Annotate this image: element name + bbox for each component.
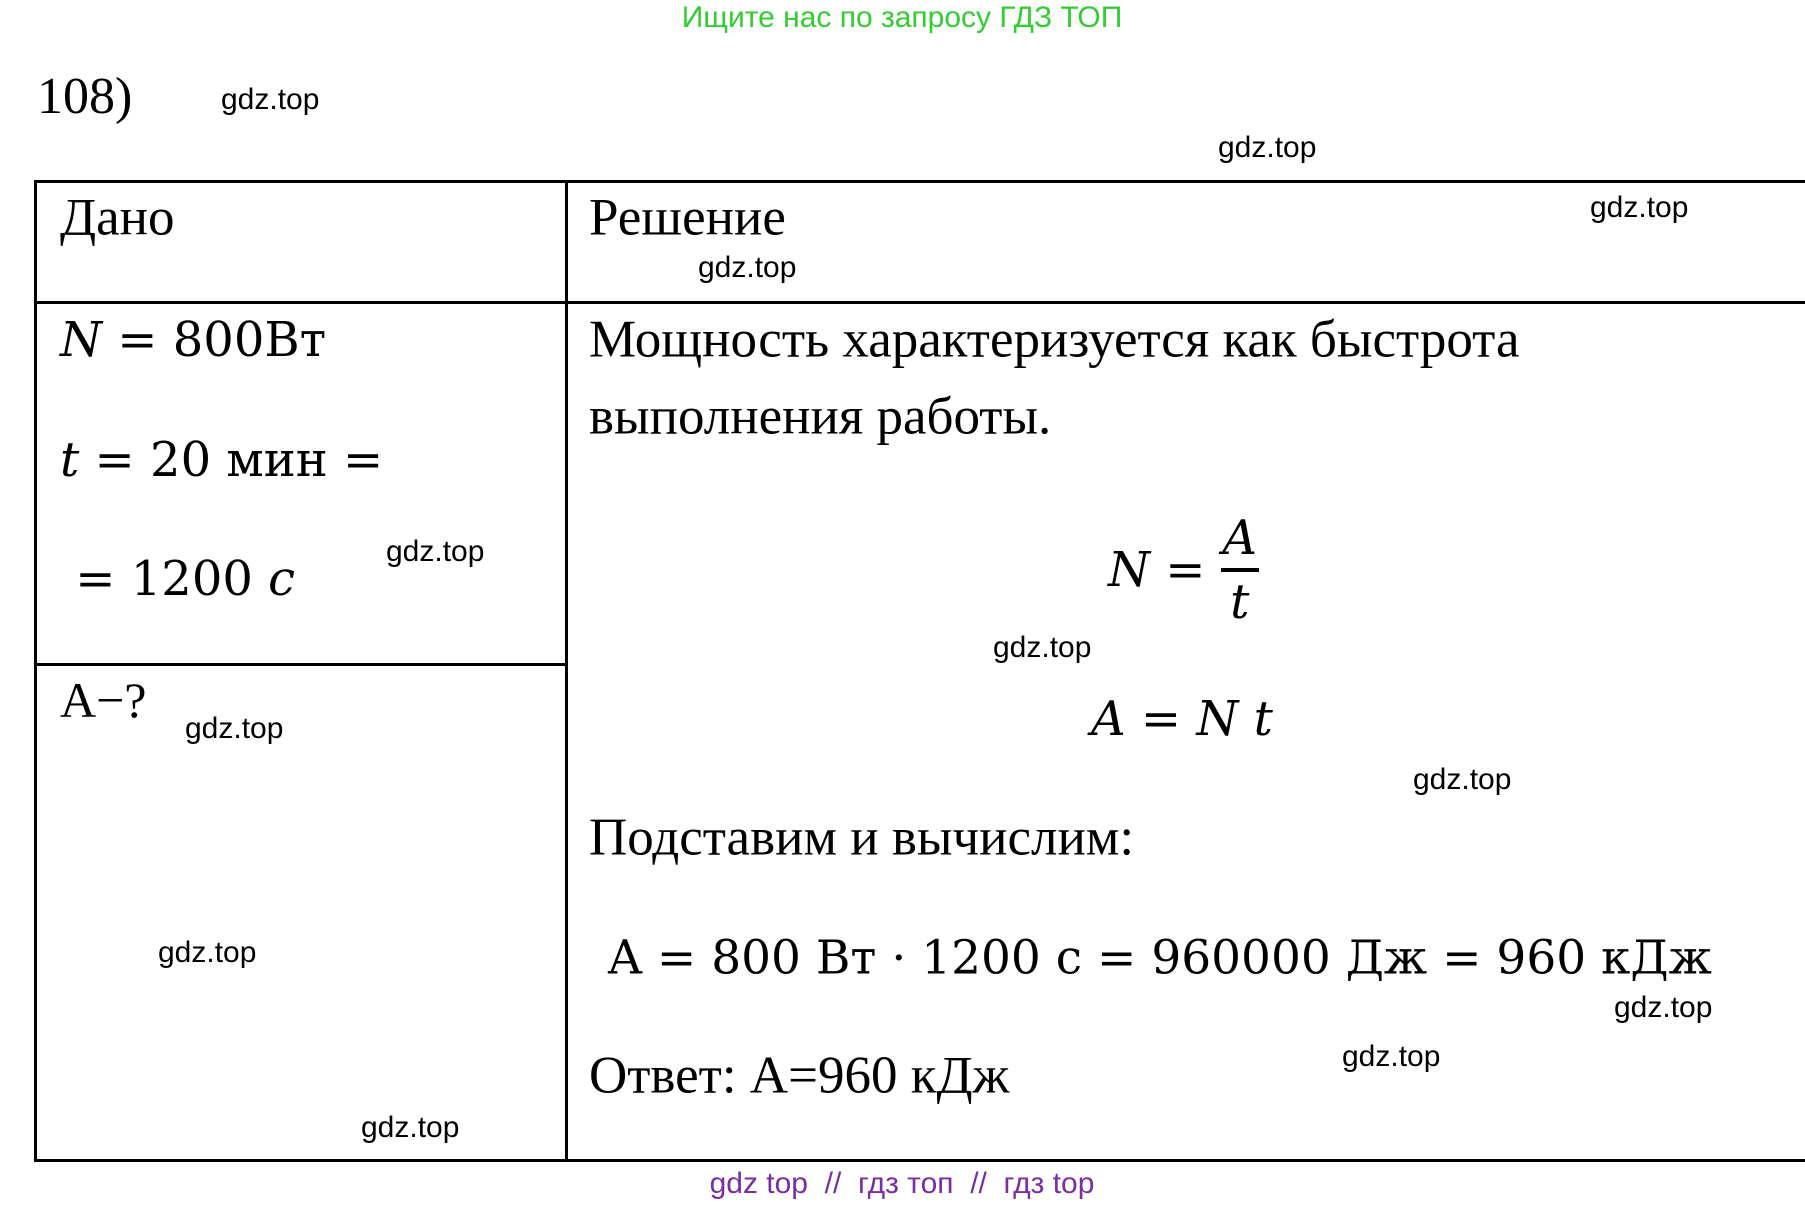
time-value: = 20 мин =	[79, 432, 384, 488]
fraction	[1221, 510, 1259, 630]
find-quantity: A−?	[60, 672, 147, 728]
formula2-n: N	[1196, 691, 1239, 747]
formula-eq: =	[1150, 542, 1221, 598]
calculation: A = 800 Вт · 1200 с = 960000 Дж = 960 кДж	[608, 930, 1712, 986]
watermark: gdz.top	[1590, 191, 1689, 224]
formula2-t: t	[1238, 691, 1273, 747]
formula-power	[1108, 510, 1259, 630]
watermark: gdz.top	[1413, 763, 1512, 796]
table-column-divider	[565, 180, 568, 1162]
table-border-bottom	[35, 1159, 1805, 1162]
watermark: gdz.top	[158, 936, 257, 969]
table-border-left	[34, 180, 37, 1162]
given-find-divider	[35, 663, 567, 666]
watermark: gdz.top	[221, 83, 320, 116]
fraction-bar	[1221, 568, 1259, 572]
watermark: gdz.top	[1218, 131, 1317, 164]
given-power	[60, 312, 327, 368]
solution-intro-line1: Мощность характеризуется как быстрота	[589, 310, 1520, 369]
watermark: gdz.top	[386, 535, 485, 568]
formula-work	[1091, 691, 1273, 747]
watermark: gdz.top	[361, 1111, 460, 1144]
given-header: Дано	[60, 188, 175, 247]
watermark: gdz.top	[185, 712, 284, 745]
header-banner: Ищите нас по запросу ГДЗ ТОП	[681, 1, 1123, 34]
numerator: A	[1222, 510, 1258, 566]
time-seconds-value: = 1200	[60, 551, 269, 607]
watermark: gdz.top	[993, 631, 1092, 664]
power-value: = 800Вт	[102, 312, 327, 368]
given-time-seconds	[60, 551, 296, 607]
problem-number: 108)	[37, 68, 133, 125]
var-t: t	[60, 432, 80, 488]
watermark: gdz.top	[1614, 991, 1713, 1024]
footer-text: gdz top // гдз топ // гдз top	[709, 1167, 1095, 1200]
watermark: gdz.top	[698, 251, 797, 284]
solution-header: Решение	[589, 188, 786, 247]
denominator: t	[1230, 574, 1250, 630]
given-time	[60, 432, 384, 488]
formula2-a: A	[1091, 691, 1126, 747]
unit-seconds: c	[268, 551, 296, 607]
formula-n: N	[1108, 542, 1150, 598]
answer: Ответ: А=960 кДж	[589, 1046, 1010, 1105]
table-border-header	[35, 301, 1805, 304]
formula2-eq: =	[1125, 691, 1197, 747]
solution-intro-line2: выполнения работы.	[589, 387, 1052, 446]
watermark: gdz.top	[1342, 1040, 1441, 1073]
var-n: N	[60, 312, 102, 368]
substitute-text: Подставим и вычислим:	[589, 808, 1135, 867]
table-border-top	[35, 180, 1805, 183]
